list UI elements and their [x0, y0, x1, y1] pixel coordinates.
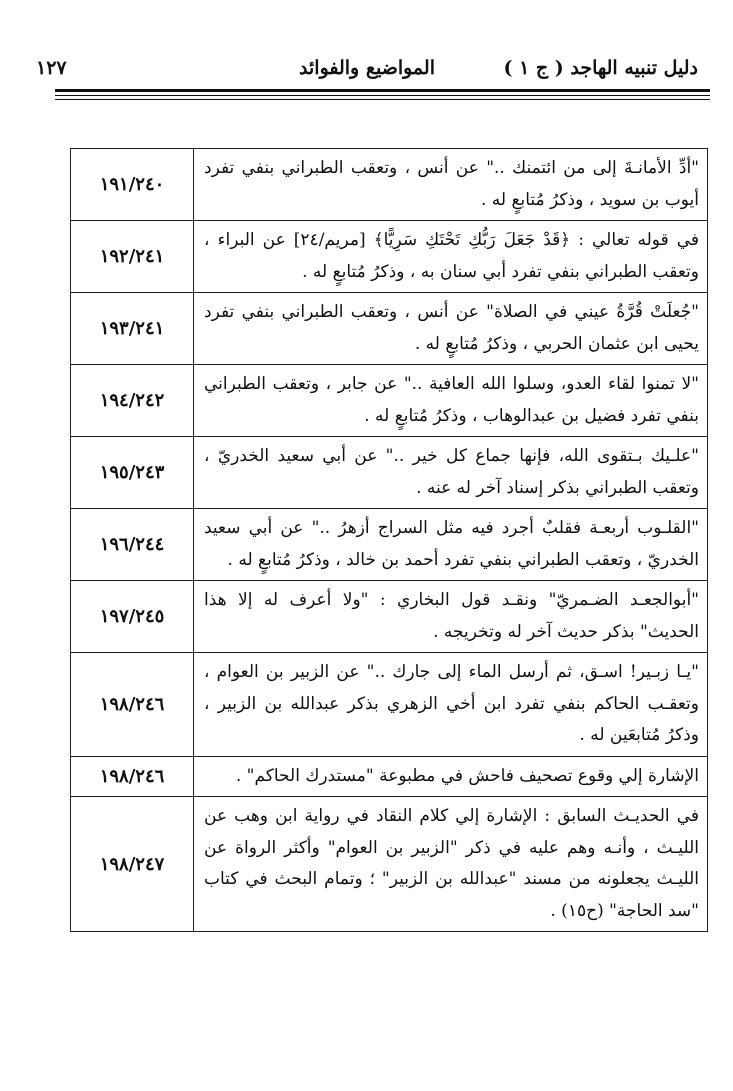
header-rule-thick [55, 89, 710, 92]
entry-text: "أبوالجعـد الضـمريّ" ونقـد قول البخاري : "ولا أعرف له إلا هذا الحديث" بذكر حديث آخر له وتخريجه . [194, 581, 708, 653]
entry-text: "لا تمنوا لقاء العدو، وسلوا الله العافية .." عن جابر ، وتعقب الطبراني بنفي تفرد فضيل بن عبدالوهاب ، وذكرُ مُتابعٍ له . [194, 365, 708, 437]
entry-ref: ١٩٣/٢٤١ [71, 293, 194, 365]
book-title: دليل تنبيه الهاجد ( ج ١ ) [503, 57, 698, 79]
entry-ref: ١٩٨/٢٤٦ [71, 653, 194, 757]
entry-ref: ١٩١/٢٤٠ [71, 149, 194, 221]
table-row [71, 221, 708, 293]
table-row [71, 149, 708, 221]
table-row [71, 365, 708, 437]
entry-ref: ١٩٥/٢٤٣ [71, 437, 194, 509]
table-row [71, 797, 708, 932]
entry-ref: ١٩٢/٢٤١ [71, 221, 194, 293]
entries-table [70, 148, 708, 932]
table-row [71, 437, 708, 509]
entry-text: "جُعلَتْ قُرَّةُ عيني في الصلاة" عن أنس ، وتعقب الطبراني بنفي تفرد يحيى ابن عثمان الحربي ، وذكرُ مُتابعٍ له . [194, 293, 708, 365]
page-number: ١٢٧ [36, 57, 67, 79]
entry-text: في الحديـث السابق : الإشارة إلي كلام النقاد في رواية ابن وهب عن الليـث ، وأنـه وهم عليه في ذكر "الزبير بن العوام" وأكثر الرواة عن الليـث يجعلونه من مسند "عبدالله بن الزبير" ؛ وتمام البحث في كتاب "سد الحاجة" (ح١٥) . [194, 797, 708, 932]
table-row [71, 756, 708, 797]
entry-ref: ١٩٨/٢٤٧ [71, 797, 194, 932]
header-rule-thin-lower [55, 99, 710, 100]
page-header [36, 55, 698, 85]
entry-ref: ١٩٨/٢٤٦ [71, 756, 194, 797]
header-rule-thin [55, 95, 710, 96]
entry-text: في قوله تعالي : ﴿قَدْ جَعَلَ رَبُّكِ تَحْتَكِ سَرِيًّا﴾ [مريم/٢٤] عن البراء ، وتعقب الطبراني بنفي تفرد أبي سنان به ، وذكرُ مُتابعٍ له . [194, 221, 708, 293]
entry-text: "علـيك بـتقوى الله، فإنها جماع كل خير .." عن أبي سعيد الخدريّ ، وتعقب الطبراني بذكر إسناد آخر له عنه . [194, 437, 708, 509]
table-row [71, 509, 708, 581]
entry-text: "يـا زبـير! اسـق، ثم أرسل الماء إلى جارك .." عن الزبير بن العوام ، وتعقـب الحاكم بنفي تفرد ابن أخي الزهري بذكر عبدالله بن الزبير ، وذكرُ مُتابعَين له . [194, 653, 708, 757]
entry-text: الإشارة إلي وقوع تصحيف فاحش في مطبوعة "مستدرك الحاكم" . [194, 756, 708, 797]
entry-ref: ١٩٦/٢٤٤ [71, 509, 194, 581]
table-row [71, 653, 708, 757]
entry-text: "أدِّ الأمانـةَ إلى من ائتمنك .." عن أنس ، وتعقب الطبراني بنفي تفرد أيوب بن سويد ، وذكرُ مُتابعٍ له . [194, 149, 708, 221]
table-row [71, 293, 708, 365]
section-title: المواضيع والفوائد [299, 57, 435, 79]
table-row [71, 581, 708, 653]
entry-ref: ١٩٤/٢٤٢ [71, 365, 194, 437]
entry-text: "القلـوب أربعـة فقلبٌ أجرد فيه مثل السراج أزهرُ .." عن أبي سعيد الخدريّ ، وتعقب الطبراني بنفي تفرد أحمد بن خالد ، وذكرُ مُتابعٍ له . [194, 509, 708, 581]
entry-ref: ١٩٧/٢٤٥ [71, 581, 194, 653]
